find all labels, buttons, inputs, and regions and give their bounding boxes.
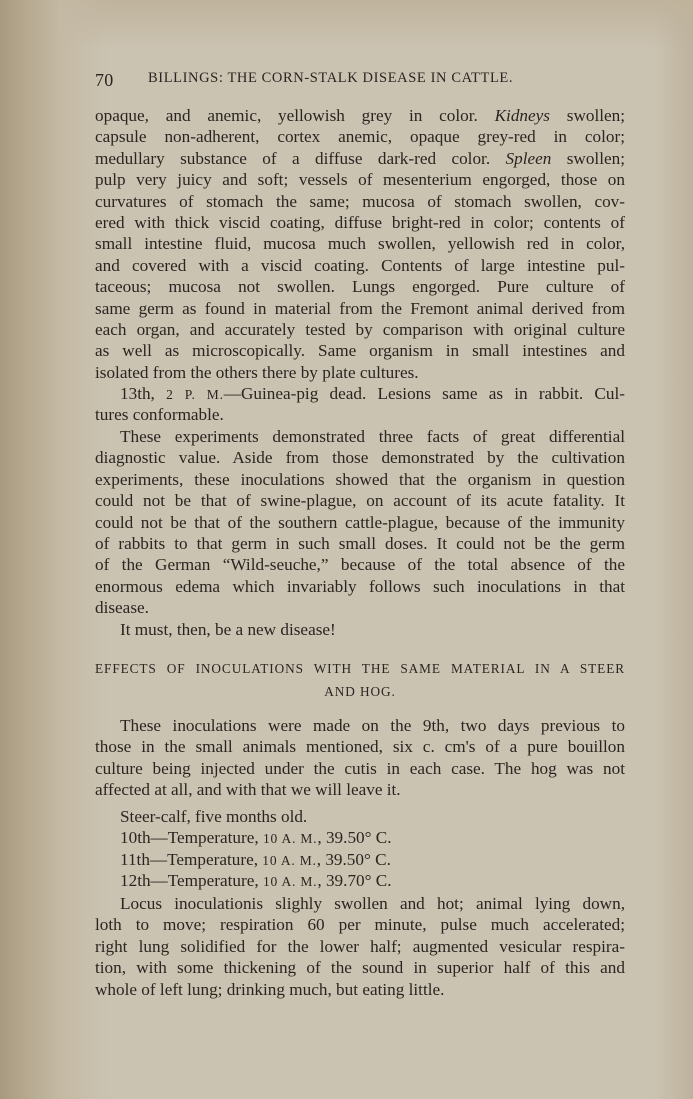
text-line: [120, 716, 625, 736]
text-span: swollen;: [551, 148, 625, 168]
text-span: AND HOG.: [324, 684, 396, 699]
text-line: [95, 299, 625, 319]
text-line: [95, 256, 625, 276]
text-line: [95, 780, 625, 800]
text-span: capsule non-adherent, cortex anemic, opaque grey-red in color;: [95, 127, 625, 147]
text-span: curvatures of stomach the same; mucosa of stomach swollen, cov-: [95, 191, 625, 211]
page-number: 70: [95, 70, 114, 90]
text-line: [95, 759, 625, 779]
text-line: [120, 427, 625, 447]
text-span: and covered with a viscid coating. Contents of large intestine pul-: [95, 255, 625, 275]
text-line: [95, 737, 625, 757]
text-span: pulp very juicy and soft; vessels of mesenterium engorged, those on: [95, 170, 625, 190]
text-span: of the German “Wild-seuche,” because of the total absence of the: [95, 555, 625, 575]
text-span: culture being injected under the cutis in each case. The hog was not: [95, 758, 625, 778]
text-line: [95, 958, 625, 978]
text-line: [120, 871, 625, 892]
text-span: affected at all, and with that we will leave it.: [95, 780, 401, 800]
text-span: swollen;: [549, 106, 625, 125]
text-span: , 39.70° C.: [317, 871, 392, 891]
text-span: , 39.50° C.: [317, 828, 392, 848]
section-heading-line: [95, 682, 625, 702]
text-span: each organ, and accurately tested by comparison with original culture: [95, 320, 625, 339]
text-line: [95, 213, 625, 233]
text-span: It must, then, be a new disease!: [120, 620, 336, 639]
text-span: loth to move; respiration 60 per minute, pulse much accelerated;: [95, 915, 625, 935]
text-span: Locus inoculationis slighly swollen and hot; animal lying down,: [120, 894, 625, 913]
text-line: [95, 470, 625, 490]
text-span: These inoculations were made on the 9th, two days previous to: [120, 716, 625, 735]
text-span: tures conformable.: [95, 405, 224, 425]
text-line: [95, 915, 625, 935]
text-span: of rabbits to that germ in such small doses. It could not be the germ: [95, 534, 625, 553]
text-span: 2 P. M.: [166, 387, 224, 402]
text-span: 11th—Temperature,: [120, 849, 263, 869]
text-line: [95, 513, 625, 533]
text-line: [95, 980, 625, 1000]
text-span: whole of left lung; drinking much, but eating little.: [95, 979, 445, 999]
text-span: 10 A. M.: [262, 874, 318, 890]
text-span: taceous; mucosa not swollen. Lungs engorged. Pure culture of: [95, 277, 625, 297]
text-line: [95, 149, 625, 169]
text-span: 10 A. M.: [262, 831, 318, 847]
text-line: [120, 807, 625, 827]
text-line: [95, 937, 625, 957]
text-line: [95, 234, 625, 254]
text-line: [95, 448, 625, 468]
text-span: 13th,: [120, 384, 167, 403]
text-line: [120, 828, 625, 849]
text-span: experiments, these inoculations showed that the organism in question: [95, 469, 625, 489]
text-line: [95, 341, 625, 361]
text-line: [95, 192, 625, 212]
text-span: , 39.50° C.: [316, 849, 391, 869]
text-line: [95, 277, 625, 297]
text-span: opaque, and anemic, yellowish grey in color.: [95, 106, 495, 125]
text-line: [95, 491, 625, 511]
text-span: diagnostic value. Aside from those demonstrated by the cultivation: [95, 448, 625, 468]
italic-term: Spleen: [505, 148, 552, 168]
text-line: [95, 555, 625, 575]
text-span: 12th—Temperature,: [120, 871, 263, 891]
text-line: [95, 577, 625, 597]
running-title: BILLINGS: THE CORN-STALK DISEASE IN CATTLE.: [148, 70, 514, 86]
text-line: [120, 620, 625, 640]
italic-term: Kidneys: [494, 106, 550, 125]
text-line: [95, 405, 625, 425]
text-line: [95, 127, 625, 147]
text-span: EFFECTS OF INOCULATIONS WITH THE SAME MATERIAL IN A STEER: [95, 661, 625, 676]
text-span: right lung solidified for the lower half; augmented vesicular respira-: [95, 936, 625, 956]
text-span: tion, with some thickening of the sound in superior half of this and: [95, 958, 625, 978]
text-span: isolated from the others there by plate cultures.: [95, 362, 419, 382]
text-line: [95, 320, 625, 340]
text-span: could not be that of the southern cattle-plague, because of the immunity: [95, 512, 625, 532]
text-span: ered with thick viscid coating, diffuse bright-red in color; contents of: [95, 213, 625, 232]
text-line: [120, 384, 625, 405]
text-span: 10th—Temperature,: [120, 828, 263, 848]
text-span: as well as microscopically. Same organism in small intestines and: [95, 341, 625, 361]
text-span: small intestine fluid, mucosa much swollen, yellowish red in color,: [95, 234, 625, 254]
text-span: —Guinea-pig dead. Lesions same as in rabbit. Cul-: [223, 384, 625, 403]
text-line: [95, 106, 625, 126]
text-line: [95, 363, 625, 383]
running-header: [95, 70, 560, 91]
text-span: could not be that of swine-plague, on account of its acute fatality. It: [95, 491, 625, 511]
text-span: These experiments demonstrated three facts of great differential: [120, 427, 625, 446]
text-line: [120, 850, 625, 871]
text-span: medullary substance of a diffuse dark-red color.: [95, 148, 506, 168]
text-span: those in the small animals mentioned, six c. cm's of a pure bouillon: [95, 737, 625, 757]
text-line: [95, 534, 625, 554]
text-line: [95, 598, 625, 618]
section-heading-line: [95, 659, 625, 679]
text-span: 10 A. M.: [262, 852, 317, 868]
text-span: enormous edema which invariably follows such inoculations in that: [95, 576, 625, 596]
text-line: [95, 170, 625, 190]
text-span: same germ as found in material from the Fremont animal derived from: [95, 298, 625, 318]
text-span: disease.: [95, 598, 149, 618]
text-span: Steer-calf, five months old.: [120, 807, 308, 826]
text-line: [120, 894, 625, 914]
